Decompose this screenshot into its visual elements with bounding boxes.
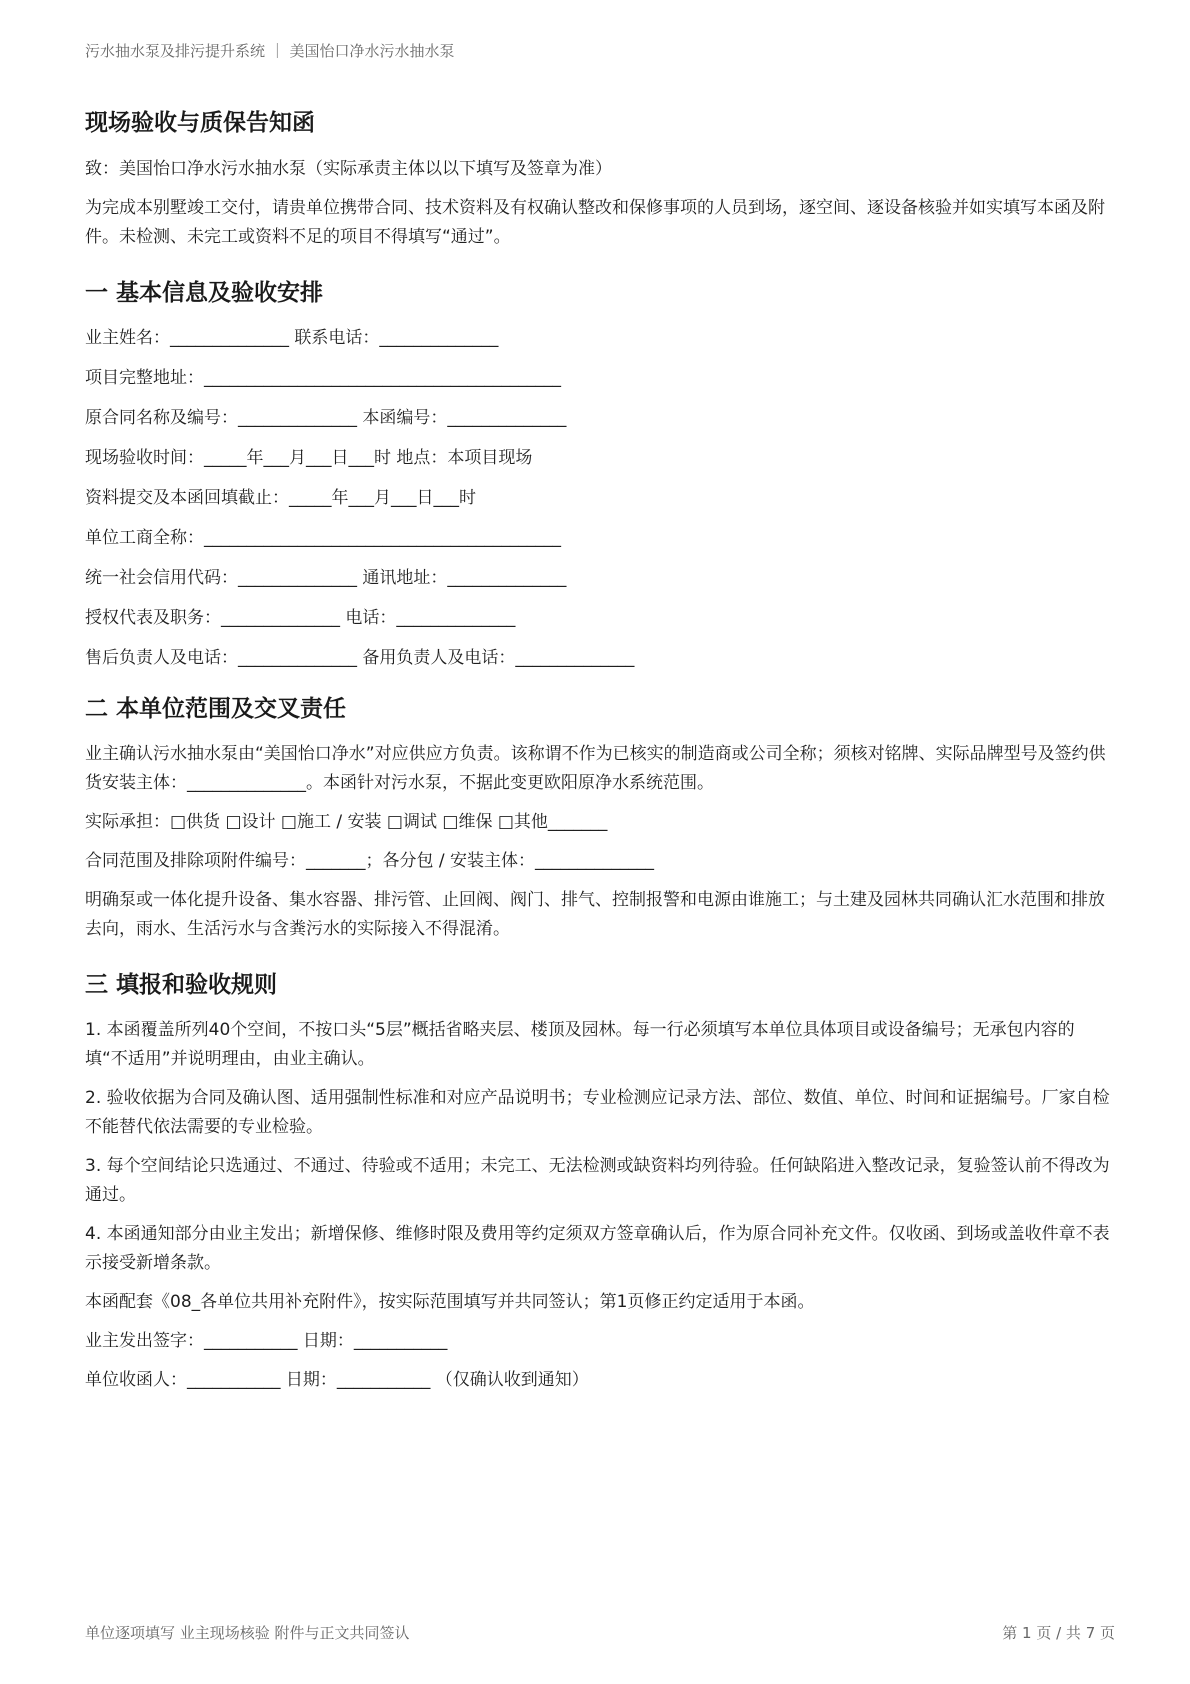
- rules-list: [85, 1016, 1115, 1278]
- authorized-rep-field: 授权代表及职务：______________ 电话：______________: [85, 608, 516, 628]
- intro-paragraph: 为完成本别墅竣工交付，请贵单位携带合同、技术资料及有权确认整改和保修事项的人员到场，逐空间、逐设备核验并如实填写本函及附件。未检测、未完工或资料不足的项目不得填写“通过”。: [85, 198, 1105, 247]
- rule-item: 3. 每个空间结论只选通过、不通过、待验或不适用；未完工、无法检测或缺资料均列待验。任何缺陷进入整改记录，复验签认前不得改为通过。: [85, 1156, 1110, 1205]
- responsibility-checkboxes: 实际承担：□供货 □设计 □施工 / 安装 □调试 □维保 □其他_______: [85, 812, 608, 832]
- scope-paragraph: 业主确认污水抽水泵由“美国怡口净水”对应供应方负责。该称谓不作为已核实的制造商或公司全称；须核对铭牌、实际品牌型号及签约供货安装主体：______________。本函针对污水泵，不据此变更欧阳原净水系统范围。: [85, 744, 1106, 793]
- contract-scope-line: 合同范围及排除项附件编号：_______；各分包 / 安装主体：______________: [85, 851, 655, 871]
- contract-number-field: 原合同名称及编号：______________ 本函编号：______________: [85, 408, 567, 428]
- page-number: 第 1 页 / 共 7 页: [1002, 1624, 1115, 1642]
- rule-item: 2. 验收依据为合同及确认图、适用强制性标准和对应产品说明书；专业检测应记录方法、部位、数值、单位、时间和证据编号。厂家自检不能替代依法需要的专业检验。: [85, 1088, 1110, 1137]
- unit-receipt-line: 单位收函人：___________ 日期：___________ （仅确认收到通知）: [85, 1370, 589, 1390]
- section-1-title: 一 基本信息及验收安排: [85, 280, 324, 306]
- section-3-title: 三 填报和验收规则: [85, 972, 278, 998]
- credit-code-address-field: 统一社会信用代码：______________ 通讯地址：______________: [85, 568, 567, 588]
- running-footer: 单位逐项填写 业主现场核验 附件与正文共同签认: [85, 1624, 410, 1642]
- project-address-field: 项目完整地址：__________________________________________: [85, 368, 561, 388]
- section-2-title: 二 本单位范围及交叉责任: [85, 696, 347, 722]
- company-name-field: 单位工商全称：__________________________________________: [85, 528, 561, 548]
- submission-deadline-field: 资料提交及本函回填截止：_____年___月___日___时: [85, 488, 476, 508]
- document-title: 现场验收与质保告知函: [85, 110, 315, 136]
- rule-item: 1. 本函覆盖所列40个空间，不按口头“5层”概括省略夹层、楼顶及园林。每一行必须填写本单位具体项目或设备编号；无承包内容的填“不适用”并说明理由，由业主确认。: [85, 1020, 1075, 1069]
- attachment-note: 本函配套《08_各单位共用补充附件》，按实际范围填写并共同签认；第1页修正约定适用于本函。: [85, 1292, 815, 1312]
- service-contact-field: 售后负责人及电话：______________ 备用负责人及电话：______________: [85, 648, 635, 668]
- running-header: 污水抽水泵及排污提升系统 ｜ 美国怡口净水污水抽水泵: [85, 42, 455, 60]
- document-body: [85, 104, 1115, 1405]
- owner-name-phone-field: 业主姓名：______________ 联系电话：______________: [85, 328, 499, 348]
- owner-signature-line: 业主发出签字：___________ 日期：___________: [85, 1331, 448, 1351]
- inspection-time-field: 现场验收时间：_____年___月___日___时 地点：本项目现场: [85, 448, 533, 468]
- basic-info-fields: [85, 324, 1115, 684]
- rule-item: 4. 本函通知部分由业主发出；新增保修、维修时限及费用等约定须双方签章确认后，作为原合同补充文件。仅收函、到场或盖收件章不表示接受新增条款。: [85, 1224, 1110, 1273]
- interface-responsibility-paragraph: 明确泵或一体化提升设备、集水容器、排污管、止回阀、阀门、排气、控制报警和电源由谁施工；与土建及园林共同确认汇水范围和排放去向，雨水、生活污水与含粪污水的实际接入不得混淆。: [85, 890, 1105, 939]
- addressee-line: 致：美国怡口净水污水抽水泵（实际承责主体以以下填写及签章为准）: [85, 159, 612, 179]
